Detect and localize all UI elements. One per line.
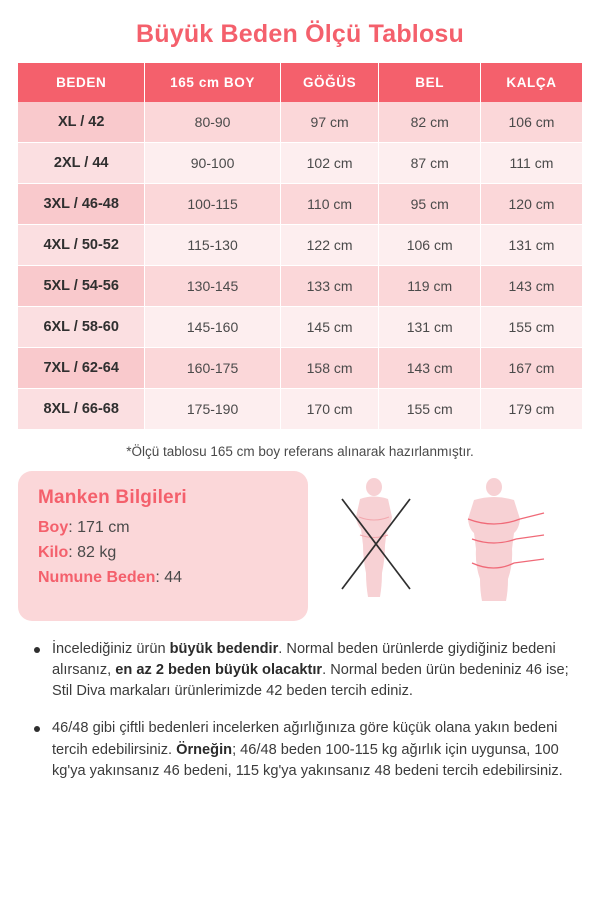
cell-beden: 4XL / 50-52 [18,225,145,266]
cell-beden: 3XL / 46-48 [18,184,145,225]
cell-gogus: 110 cm [280,184,379,225]
model-info-value: : 171 cm [68,519,130,536]
model-info-label: Boy [38,519,69,536]
cell-bel: 95 cm [379,184,481,225]
cell-boy: 115-130 [145,225,280,266]
cell-gogus: 133 cm [280,266,379,307]
cell-boy: 90-100 [145,143,280,184]
note-item [38,639,582,702]
table-row [18,266,582,307]
model-info-label: Numune Beden [38,569,156,586]
body-figures [308,471,582,621]
model-info-row [38,544,288,562]
cell-gogus: 158 cm [280,348,379,389]
cell-beden: 7XL / 62-64 [18,348,145,389]
column-header-gogus: GÖĞÜS [280,63,379,102]
table-row [18,389,582,430]
model-info-value: : 82 kg [68,544,117,561]
notes-list [18,639,582,782]
cell-bel: 143 cm [379,348,481,389]
cell-kalca: 155 cm [480,307,582,348]
model-info-rows [38,519,288,587]
cell-beden: 6XL / 58-60 [18,307,145,348]
table-row [18,348,582,389]
table-header [18,63,582,102]
note-emphasis: Örneğin [176,741,233,758]
cell-boy: 160-175 [145,348,280,389]
cell-kalca: 111 cm [480,143,582,184]
measurement-body-figure [468,478,520,601]
cell-kalca: 131 cm [480,225,582,266]
cell-bel: 155 cm [379,389,481,430]
table-header-row [18,63,582,102]
cell-boy: 80-90 [145,102,280,143]
cell-kalca: 120 cm [480,184,582,225]
cell-boy: 100-115 [145,184,280,225]
model-info-label: Kilo [38,544,69,561]
cell-bel: 106 cm [379,225,481,266]
model-info-row [38,519,288,537]
cell-gogus: 97 cm [280,102,379,143]
cell-bel: 131 cm [379,307,481,348]
cell-kalca: 106 cm [480,102,582,143]
cell-boy: 130-145 [145,266,280,307]
cell-boy: 175-190 [145,389,280,430]
model-info-heading: Manken Bilgileri [38,487,187,508]
cell-gogus: 102 cm [280,143,379,184]
table-row [18,143,582,184]
note-text: ; 46/48 beden 100-115 kg ağırlık için uygunsa, 100 kg'ya yakınsanız 46 bedeni, 115 kg'ya yakınsanız 48 bedeni tercih edebilirsiniz. [52,741,563,779]
note-text: 46/48 gibi çiftli bedenleri incelerken ağırlığınıza göre küçük olana yakın bedeni tercih edebilirsiniz. [52,720,558,758]
cell-kalca: 167 cm [480,348,582,389]
cell-gogus: 170 cm [280,389,379,430]
model-info-block [18,471,582,621]
table-body [18,102,582,430]
size-table [18,63,582,430]
note-emphasis: büyük bedendir [169,641,279,657]
table-row [18,102,582,143]
cell-kalca: 143 cm [480,266,582,307]
page-title: Büyük Beden Ölçü Tablosu [136,20,464,48]
body-figures-svg [322,473,572,613]
cell-gogus: 122 cm [280,225,379,266]
model-info-card [18,471,308,621]
table-row [18,225,582,266]
note-text: . Normal beden ürün bedeniniz 46 ise; Stil Diva markaları ürünlerimizde 42 beden tercih ediniz. [52,662,569,700]
cell-bel: 82 cm [379,102,481,143]
table-row [18,184,582,225]
cell-beden: 5XL / 54-56 [18,266,145,307]
column-header-beden: BEDEN [18,63,145,102]
note-item [38,718,582,781]
cell-beden: XL / 42 [18,102,145,143]
cell-bel: 119 cm [379,266,481,307]
cell-boy: 145-160 [145,307,280,348]
cell-beden: 2XL / 44 [18,143,145,184]
model-info-value: : 44 [155,569,183,586]
cell-beden: 8XL / 66-68 [18,389,145,430]
cell-bel: 87 cm [379,143,481,184]
note-text: İncelediğiniz ürün [52,641,170,657]
column-header-kalca: KALÇA [480,63,582,102]
table-row [18,307,582,348]
cell-kalca: 179 cm [480,389,582,430]
note-emphasis: en az 2 beden büyük olacaktır [115,662,323,679]
column-header-boy: 165 cm BOY [145,63,280,102]
column-header-bel: BEL [379,63,481,102]
note-text: . Normal beden ürünlerde giydiğiniz bedeni alırsanız, [52,641,556,679]
model-info-row [38,569,288,587]
notes-section [18,621,582,782]
cell-gogus: 145 cm [280,307,379,348]
table-footnote: *Ölçü tablosu 165 cm boy referans alınarak hazırlanmıştır. [126,444,474,459]
